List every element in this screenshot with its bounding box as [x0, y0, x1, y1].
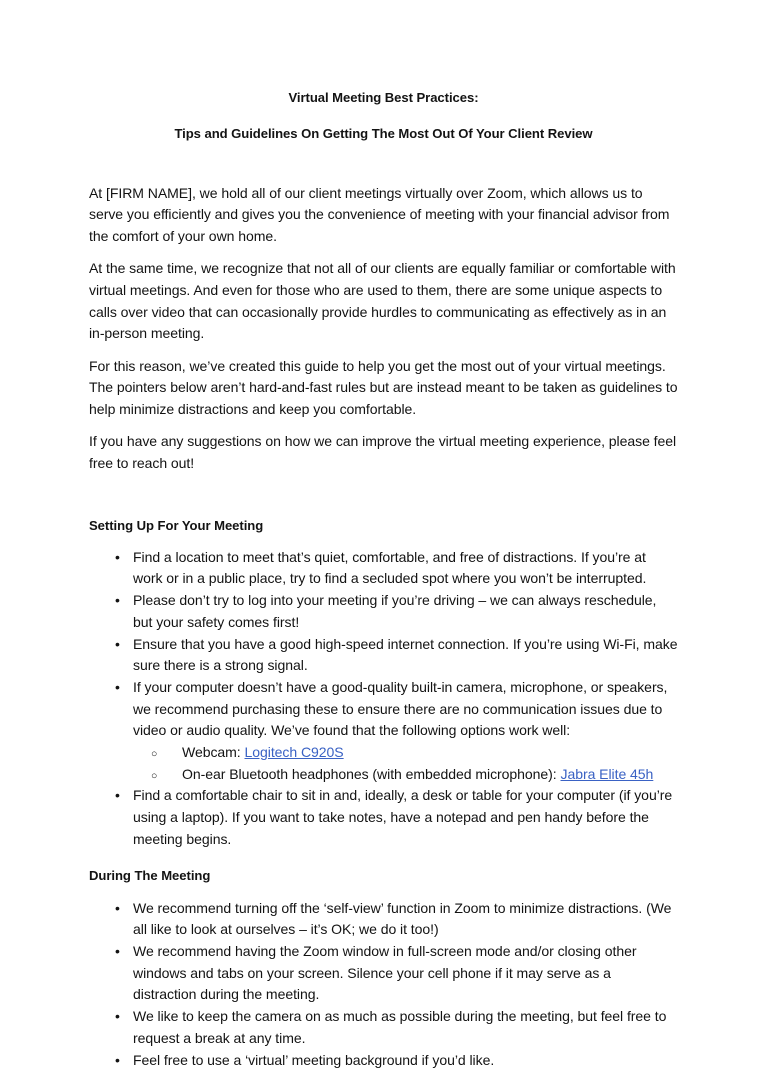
document-title-line-1: Virtual Meeting Best Practices: [288, 90, 479, 105]
list-item-text: Please don’t try to log into your meeting if you’re driving – we can always reschedule, but your safety comes first! [133, 592, 657, 630]
intro-paragraph-4: If you have any suggestions on how we can improve the virtual meeting experience, please feel free to reach out! [89, 433, 677, 471]
link-logitech-c920s[interactable]: Logitech C920S [244, 744, 344, 761]
bullet-disc-icon [115, 1006, 120, 1028]
document-title-line-2: Tips and Guidelines On Getting The Most Out Of Your Client Review [174, 125, 593, 141]
intro-paragraph-1: At [FIRM NAME], we hold all of our client meetings virtually over Zoom, which allows us to serve you efficiently and gives you the convenience of meeting with your financial advisor from the comfort of your own home. [89, 184, 670, 245]
bullet-disc-icon [115, 898, 120, 920]
list-item [89, 1050, 678, 1071]
list-item-text: We recommend having the Zoom window in full-screen mode and/or closing other windows and tabs on your screen. Silence your cell phone if it may serve as a distraction during the meeting. [133, 943, 637, 1003]
list-item [89, 590, 678, 633]
bullet-disc-icon [115, 941, 120, 963]
sub-item-label: On-ear Bluetooth headphones (with embedded microphone): [182, 765, 561, 782]
document-title-block [89, 89, 678, 140]
bullet-circle-icon [151, 742, 157, 766]
list-item [89, 547, 678, 590]
list-item [89, 634, 678, 677]
list-item [89, 1006, 678, 1049]
sub-item-label: Webcam: [182, 744, 245, 761]
list-item [89, 742, 678, 764]
bullet-disc-icon [115, 634, 120, 656]
list-item-text: We like to keep the camera on as much as possible during the meeting, but feel free to request a break at any time. [133, 1008, 667, 1046]
bullet-circle-icon [151, 764, 157, 788]
bullet-disc-icon [115, 785, 120, 807]
list-item-text: Find a comfortable chair to sit in and, ideally, a desk or table for your computer (if you’re using a laptop). If you want to take notes, have a notepad and pen handy before the meeting begins. [133, 787, 673, 847]
list-item [89, 941, 678, 1006]
list-item [89, 785, 678, 850]
bullet-disc-icon [115, 677, 120, 699]
list-item [89, 764, 678, 786]
list-item-text: We recommend turning off the ‘self-view’ function in Zoom to minimize distractions. (We all like to look at ourselves – it’s OK; we do it too!) [133, 899, 672, 938]
section-heading-during-the-meeting: During The Meeting [89, 868, 211, 884]
bullet-list-setting-up [89, 547, 678, 742]
bullet-disc-icon [115, 590, 120, 612]
list-item-text: Find a location to meet that’s quiet, comfortable, and free of distractions. If you’re at work or in a public place, try to find a secluded spot where you won’t be interrupted. [133, 548, 647, 587]
bullet-disc-icon [115, 547, 120, 569]
list-item [89, 677, 678, 742]
bullet-list-setting-up-continued [89, 785, 678, 850]
sub-bullet-list-equipment [89, 742, 678, 785]
list-item-text: Ensure that you have a good high-speed internet connection. If you’re using Wi-Fi, make sure there is a strong signal. [133, 635, 678, 674]
section-heading-setting-up: Setting Up For Your Meeting [89, 517, 264, 533]
list-item-text: If your computer doesn’t have a good-quality built-in camera, microphone, or speakers, we recommend purchasing these to ensure there are no communication issues due to video or audio quality. We’ve found that the following options work well: [133, 678, 668, 739]
bullet-list-during-meeting [89, 898, 678, 1071]
intro-paragraph-2: At the same time, we recognize that not all of our clients are equally familiar or comfortable with virtual meetings. And even for those who are used to them, there are some unique aspects to calls over video that can occasionally provide hurdles to communicating as effectively as in an in-person meeting. [89, 260, 676, 342]
intro-paragraph-3: For this reason, we’ve created this guide to help you get the most out of your virtual meetings. The pointers below aren’t hard-and-fast rules but are instead meant to be taken as guidelines to help minimize distractions and keep you comfortable. [89, 357, 678, 418]
list-item [89, 898, 678, 941]
bullet-disc-icon [115, 1050, 120, 1071]
list-item-text: Feel free to use a ‘virtual’ meeting background if you’d like. [133, 1051, 495, 1068]
link-jabra-elite-45h[interactable]: Jabra Elite 45h [560, 765, 654, 782]
